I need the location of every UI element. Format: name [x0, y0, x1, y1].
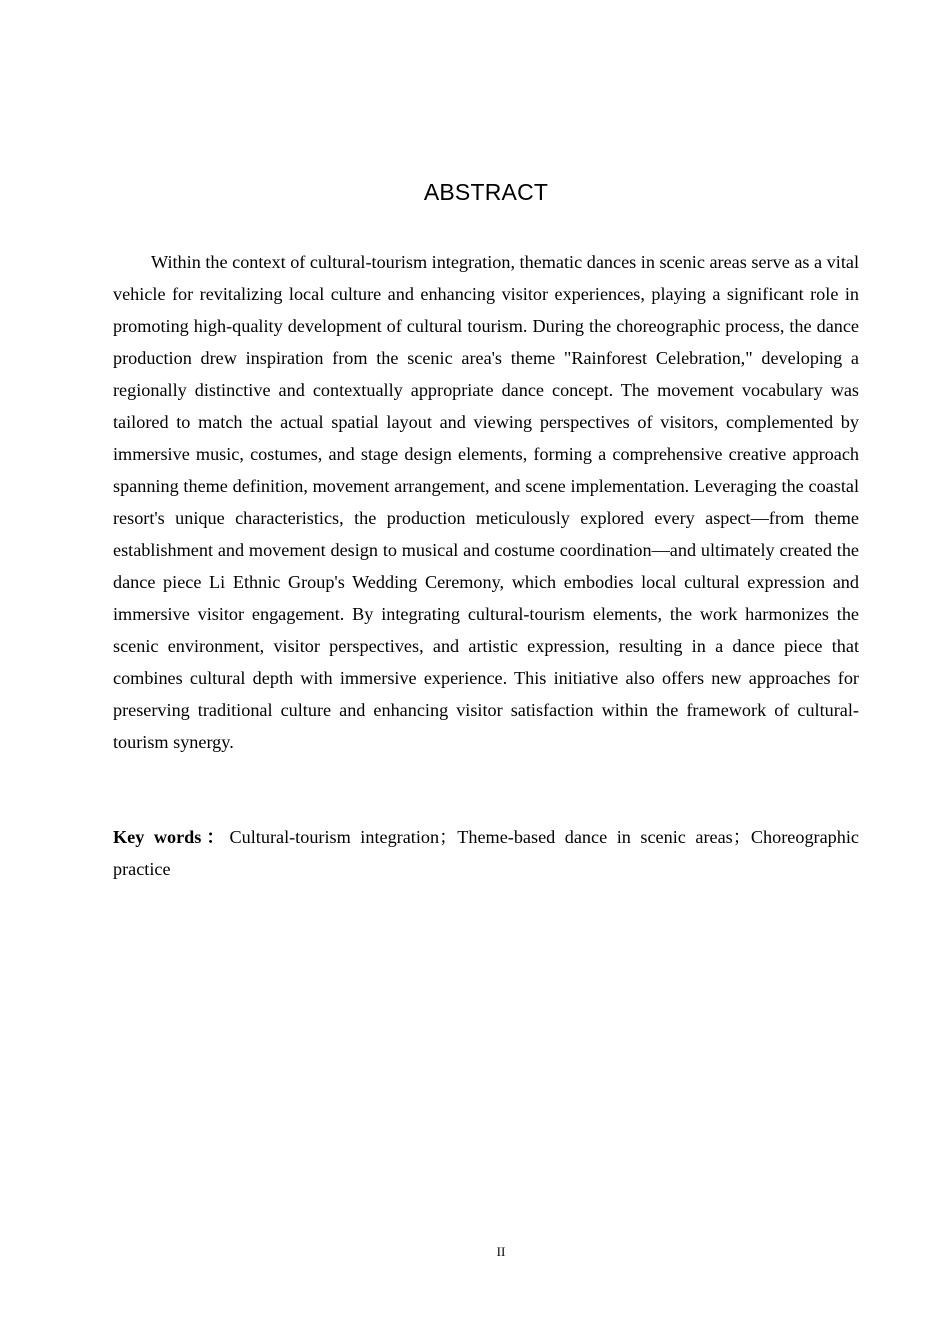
abstract-body: Within the context of cultural-tourism integration, thematic dances in scenic areas serve as a vital vehicle for revitalizing local culture and enhancing visitor experiences, playing a significant role in promoting high-quality development of cultural tourism. During the choreographic process, the dance production drew inspiration from the scenic area's theme "Rainforest Celebration," developing a regionally distinctive and contextually appropriate dance concept. The movement vocabulary was tailored to match the actual spatial layout and viewing perspectives of visitors, complemented by immersive music, costumes, and stage design elements, forming a comprehensive creative approach spanning theme definition, movement arrangement, and scene implementation. Leveraging the coastal resort's unique characteristics, the production meticulously explored every aspect—from theme establishment and movement design to musical and costume coordination—and ultimately created the dance piece Li Ethnic Group's Wedding Ceremony, which embodies local cultural expression and immersive visitor engagement. By integrating cultural-tourism elements, the work harmonizes the scenic environment, visitor perspectives, and artistic expression, resulting in a dance piece that combines cultural depth with immersive experience. This initiative also offers new approaches for preserving traditional culture and enhancing visitor satisfaction within the framework of cultural-tourism synergy. [113, 252, 859, 752]
keywords-label: Key words： [113, 827, 230, 847]
keywords-paragraph [113, 821, 859, 885]
keywords-text: Cultural-tourism integration；Theme-based dance in scenic areas；Choreographic practice [113, 827, 859, 879]
page-number: II [496, 1244, 506, 1259]
abstract-heading: ABSTRACT [423, 179, 549, 205]
